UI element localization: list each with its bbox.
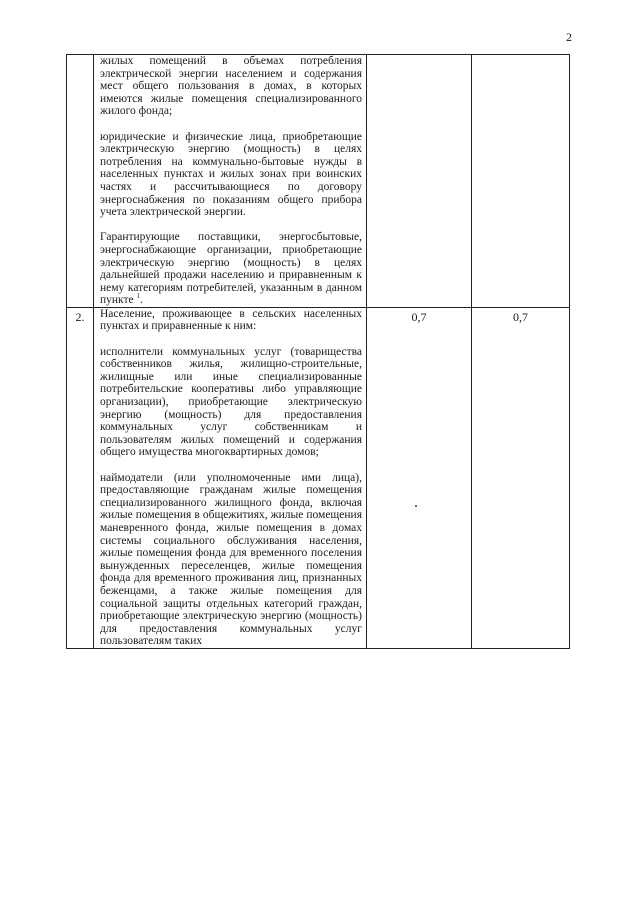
scan-dot-mark xyxy=(415,505,417,507)
description-paragraph: наймодатели (или уполномоченные ими лица), предоставляющие гражданам жилые помещения специализированного жилищного фонда, включая жилые помещения в общежитиях, жилые помещения маневренного фонда, жилые помещения в домах системы социального обслуживания населения, жилые помещения фонда для временного поселения вынужденных переселенцев, жилые помещения фонда для временного проживания лиц, признанных беженцами, а также жилые помещения для социальной защиты отдельных категорий граждан, приобретающие электрическую энергию (мощность) для предоставления коммунальных услуг пользователям таких xyxy=(100,471,362,648)
row-number-cell: 2. xyxy=(67,307,94,648)
description-paragraph xyxy=(100,231,362,307)
footnote-marker: 1 xyxy=(136,292,140,301)
description-paragraph: юридические и физические лица, приобретающие электрическую энергию (мощность) в целях потребления на коммунально-бытовые нужды в населенных пунктах и жилых зонах при воинских частях и рассчитывающиеся по договору энергоснабжения по показаниям общего прибора учета электрической энергии. xyxy=(100,130,362,219)
description-cell xyxy=(94,307,367,648)
value-cell-2: 0,7 xyxy=(472,307,570,648)
table-row-continuation xyxy=(67,55,570,308)
description-paragraph: жилых помещений в объемах потребления электрической энергии населением и содержания мест общего пользования в домах, в которых имеются жилые помещения специализированного жилого фонда; xyxy=(100,55,362,118)
row-number-cell xyxy=(67,55,94,308)
description-cell xyxy=(94,55,367,308)
value-cell-1: 0,7 xyxy=(367,307,472,648)
table-row-2 xyxy=(67,307,570,648)
value-cell-2 xyxy=(472,55,570,308)
tariff-table xyxy=(66,54,570,649)
description-paragraph: исполнители коммунальных услуг (товарищества собственников жилья, жилищно-строительные, жилищные или иные специализированные потребительские кооперативы либо управляющие организации), приобретающие электрическую энергию (мощность) для предоставления коммунальных услуг собственникам и пользователям жилых помещений и содержания общего имущества многоквартирных домов; xyxy=(100,345,362,459)
description-paragraph: Население, проживающее в сельских населенных пунктах и приравненные к ним: xyxy=(100,307,362,333)
description-text: Гарантирующие поставщики, энергосбытовые, энергоснабжающие организации, приобретающие электрическую энергию (мощность) в целях дальнейшей продажи населению и приравненным к нему категориям потребителей, указанным в данном пункте xyxy=(100,231,362,307)
trailing-punctuation: . xyxy=(140,294,143,307)
page-number: 2 xyxy=(566,30,572,44)
value-cell-1 xyxy=(367,55,472,308)
